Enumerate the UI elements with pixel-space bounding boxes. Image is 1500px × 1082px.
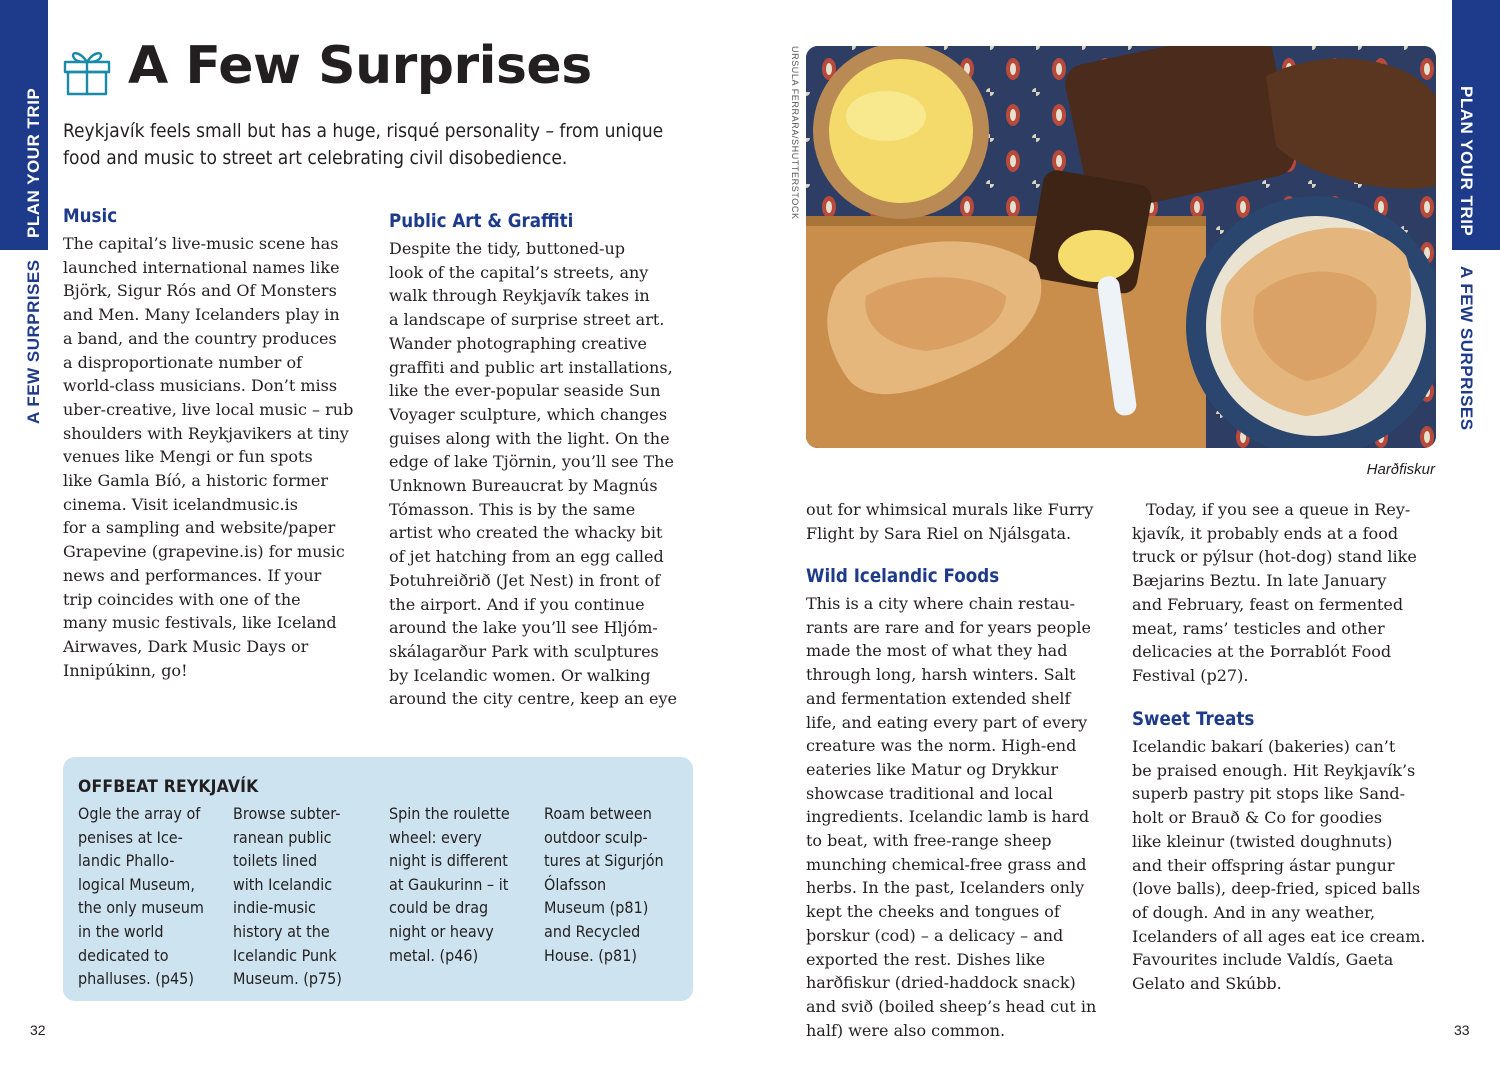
photo-caption: Harðfiskur: [1366, 461, 1435, 478]
text-line: toilets lined: [233, 851, 318, 871]
left-chapter-label: A FEW SURPRISES: [24, 259, 43, 424]
text-line: artist who created the whacky bit: [389, 523, 663, 543]
text-line: exported the rest. Dishes like: [806, 949, 1046, 969]
text-line: Gelato and Skúbb.: [1132, 974, 1282, 994]
sweet-treats-heading: Sweet Treats: [1132, 708, 1255, 730]
text-line: the airport. And if you continue: [389, 594, 645, 614]
text-line: to beat, with free-range sheep: [806, 831, 1052, 851]
text-line: cinema. Visit icelandmusic.is: [63, 494, 298, 514]
text-line: indie-music: [233, 898, 316, 918]
text-line: Airwaves, Dark Music Days or: [63, 636, 309, 656]
text-line: Ogle the array of: [78, 804, 201, 823]
offbeat-item-punk-museum: [233, 802, 368, 991]
text-line: Today, if you see a queue in Rey-: [1146, 500, 1411, 519]
text-line: Bæjarins Beztu. In late January: [1132, 571, 1387, 591]
text-line: walk through Reykjavík takes in: [389, 286, 650, 306]
text-line: logical Museum,: [78, 874, 195, 894]
text-line: Grapevine (grapevine.is) for music: [63, 542, 345, 562]
text-line: House. (p81): [544, 945, 637, 965]
text-line: kjavík, it probably ends at a food: [1132, 523, 1399, 543]
gift-icon: [62, 44, 112, 96]
text-line: eateries like Matur og Drykkur: [806, 759, 1059, 779]
photo-credit: URSULA FERRARA/SHUTTERSTOCK: [790, 46, 800, 220]
text-line: (love balls), deep-fried, spiced balls: [1132, 879, 1421, 899]
text-line: for a sampling and website/paper: [63, 518, 336, 538]
music-heading: Music: [63, 205, 118, 227]
text-line: Roam between: [544, 804, 652, 823]
text-line: rants are rare and for years people: [806, 617, 1091, 637]
text-line: ranean public: [233, 827, 332, 847]
text-line: Browse subter-: [233, 804, 341, 823]
right-section-tab-label: PLAN YOUR TRIP: [1457, 86, 1476, 237]
text-line: Icelanders of all ages eat ice cream.: [1132, 926, 1426, 946]
text-line: of dough. And in any weather,: [1132, 902, 1376, 922]
text-line: at Gaukurinn – it: [389, 874, 509, 894]
text-line: the only museum: [78, 898, 204, 918]
right-chapter-label: A FEW SURPRISES: [1457, 266, 1476, 431]
text-line: and their offspring ástar pungur: [1132, 855, 1395, 875]
text-line: Icelandic Punk: [233, 945, 337, 965]
text-line: and February, feast on fermented: [1132, 594, 1404, 614]
public-art-paragraph: [389, 237, 699, 711]
text-line: Icelandic bakarí (bakeries) can’t: [1132, 737, 1396, 756]
text-line: around the city centre, keep an eye: [389, 689, 677, 709]
offbeat-item-sigurjon: [544, 802, 679, 967]
text-line: and svið (boiled sheep’s head cut in: [806, 996, 1097, 1016]
text-line: by Icelandic women. Or walking: [389, 665, 651, 685]
page-number-left: 32: [30, 1022, 46, 1038]
text-line: Tómasson. This is by the same: [389, 499, 636, 519]
text-line: history at the: [233, 921, 330, 941]
text-line: half) were also common.: [806, 1020, 1006, 1040]
text-line: Innipúkinn, go!: [63, 660, 188, 680]
text-line: many music festivals, like Iceland: [63, 613, 337, 633]
text-line: night is different: [389, 851, 508, 871]
text-line: outdoor sculp-: [544, 827, 648, 847]
hardfiskur-photo: [806, 46, 1436, 448]
text-line: holt or Brauð & Co for goodies: [1132, 808, 1383, 828]
text-line: wheel: every: [389, 827, 482, 847]
text-line: meat, rams’ testicles and other: [1132, 618, 1385, 638]
text-line: out for whimsical murals like Furry: [806, 500, 1094, 519]
offbeat-box-title: OFFBEAT REYKJAVÍK: [78, 777, 259, 797]
text-line: shoulders with Reykjavikers at tiny: [63, 423, 349, 443]
text-line: Despite the tidy, buttoned-up: [389, 239, 626, 258]
text-line: night or heavy: [389, 921, 494, 941]
wild-foods-heading: Wild Icelandic Foods: [806, 565, 1000, 587]
text-line: superb pastry pit stops like Sand-: [1132, 784, 1406, 804]
text-line: graffiti and public art installations,: [389, 357, 673, 377]
text-line: Wander photographing creative: [389, 333, 647, 353]
sweet-treats-paragraph: [1132, 735, 1442, 996]
text-line: Festival (p27).: [1132, 665, 1249, 685]
text-line: and fermentation extended shelf: [806, 688, 1071, 708]
text-line: and Men. Many Icelanders play in: [63, 305, 340, 325]
text-line: Museum (p81): [544, 898, 649, 918]
page-title: A Few Surprises: [128, 36, 592, 96]
offbeat-item-gaukurinn: [389, 802, 524, 967]
text-line: dedicated to: [78, 945, 169, 965]
wild-foods-paragraph: [806, 592, 1116, 1042]
text-line: Flight by Sara Riel on Njálsgata.: [806, 523, 1072, 543]
text-line: This is a city where chain restau-: [806, 594, 1076, 613]
text-line: landic Phallo-: [78, 851, 175, 871]
text-line: skálagarður Park with sculptures: [389, 641, 659, 661]
text-line: like kleinur (twisted doughnuts): [1132, 831, 1393, 851]
text-line: ingredients. Icelandic lamb is hard: [806, 807, 1090, 827]
text-line: look of the capital’s streets, any: [389, 262, 649, 282]
text-line: truck or pýlsur (hot-dog) stand like: [1132, 547, 1417, 567]
text-line: around the lake you’ll see Hljóm-: [389, 618, 658, 638]
public-art-heading: Public Art & Graffiti: [389, 210, 574, 232]
text-line: kept the cheeks and tongues of: [806, 902, 1060, 922]
text-line: through long, harsh winters. Salt: [806, 665, 1076, 685]
text-line: and Recycled: [544, 921, 641, 941]
text-line: venues like Mengi or fun spots: [63, 447, 313, 467]
text-line: like the ever-popular seaside Sun: [389, 381, 661, 401]
text-line: Björk, Sigur Rós and Of Monsters: [63, 281, 337, 301]
text-line: life, and eating every part of every: [806, 712, 1088, 732]
music-paragraph: [63, 232, 373, 682]
text-line: a band, and the country produces: [63, 328, 337, 348]
food-illustration: [806, 46, 1436, 448]
text-line: penises at Ice-: [78, 827, 183, 847]
text-line: edge of lake Tjörnin, you’ll see The: [389, 452, 674, 472]
text-line: harðfiskur (dried-haddock snack): [806, 973, 1076, 993]
text-line: metal. (p46): [389, 945, 479, 965]
text-line: Favourites include Valdís, Gaeta: [1132, 950, 1394, 970]
text-line: Voyager sculpture, which changes: [389, 404, 668, 424]
text-line: munching chemical-free grass and: [806, 854, 1087, 874]
page-number-right: 33: [1454, 1022, 1470, 1038]
text-line: Spin the roulette: [389, 804, 510, 823]
intro-paragraph: Reykjavík feels small but has a huge, risqué personality – from unique food and music to street art celebrating civil disobedience.: [63, 120, 664, 169]
text-line: in the world: [78, 921, 164, 941]
text-line: þorskur (cod) – a delicacy – and: [806, 925, 1064, 945]
text-line: phalluses. (p45): [78, 969, 194, 989]
text-line: Unknown Bureaucrat by Magnús: [389, 476, 658, 496]
text-line: Museum. (p75): [233, 969, 342, 989]
text-line: The capital’s live-music scene has: [63, 234, 339, 253]
text-line: world-class musicians. Don’t miss: [63, 376, 338, 396]
text-line: delicacies at the Þorrablót Food: [1132, 642, 1392, 662]
text-line: creature was the norm. High-end: [806, 736, 1077, 756]
text-line: herbs. In the past, Icelanders only: [806, 878, 1085, 898]
text-line: be praised enough. Hit Reykjavík’s: [1132, 760, 1416, 780]
offbeat-reykjavik-box: [63, 757, 693, 1001]
text-line: Þotuhreiðrið (Jet Nest) in front of: [389, 570, 660, 590]
text-line: like Gamla Bíó, a historic former: [63, 471, 329, 491]
text-line: could be drag: [389, 898, 489, 918]
text-line: launched international names like: [63, 257, 340, 277]
text-line: Ólafsson: [544, 874, 607, 894]
text-line: made the most of what they had: [806, 641, 1068, 661]
public-art-continued: [806, 498, 1116, 545]
text-line: uber-creative, live local music – rub: [63, 399, 354, 419]
text-line: a landscape of surprise street art.: [389, 310, 665, 330]
text-line: tures at Sigurjón: [544, 851, 664, 871]
text-line: trip coincides with one of the: [63, 589, 301, 609]
food-trucks-paragraph: [1132, 498, 1442, 688]
text-line: guises along with the light. On the: [389, 428, 670, 448]
text-line: of jet hatching from an egg called: [389, 547, 664, 567]
left-section-tab-label: PLAN YOUR TRIP: [24, 87, 43, 238]
text-line: showcase traditional and local: [806, 783, 1053, 803]
text-line: with Icelandic: [233, 874, 333, 894]
text-line: news and performances. If your: [63, 565, 322, 585]
text-line: a disproportionate number of: [63, 352, 303, 372]
offbeat-item-phallological: [78, 802, 213, 991]
